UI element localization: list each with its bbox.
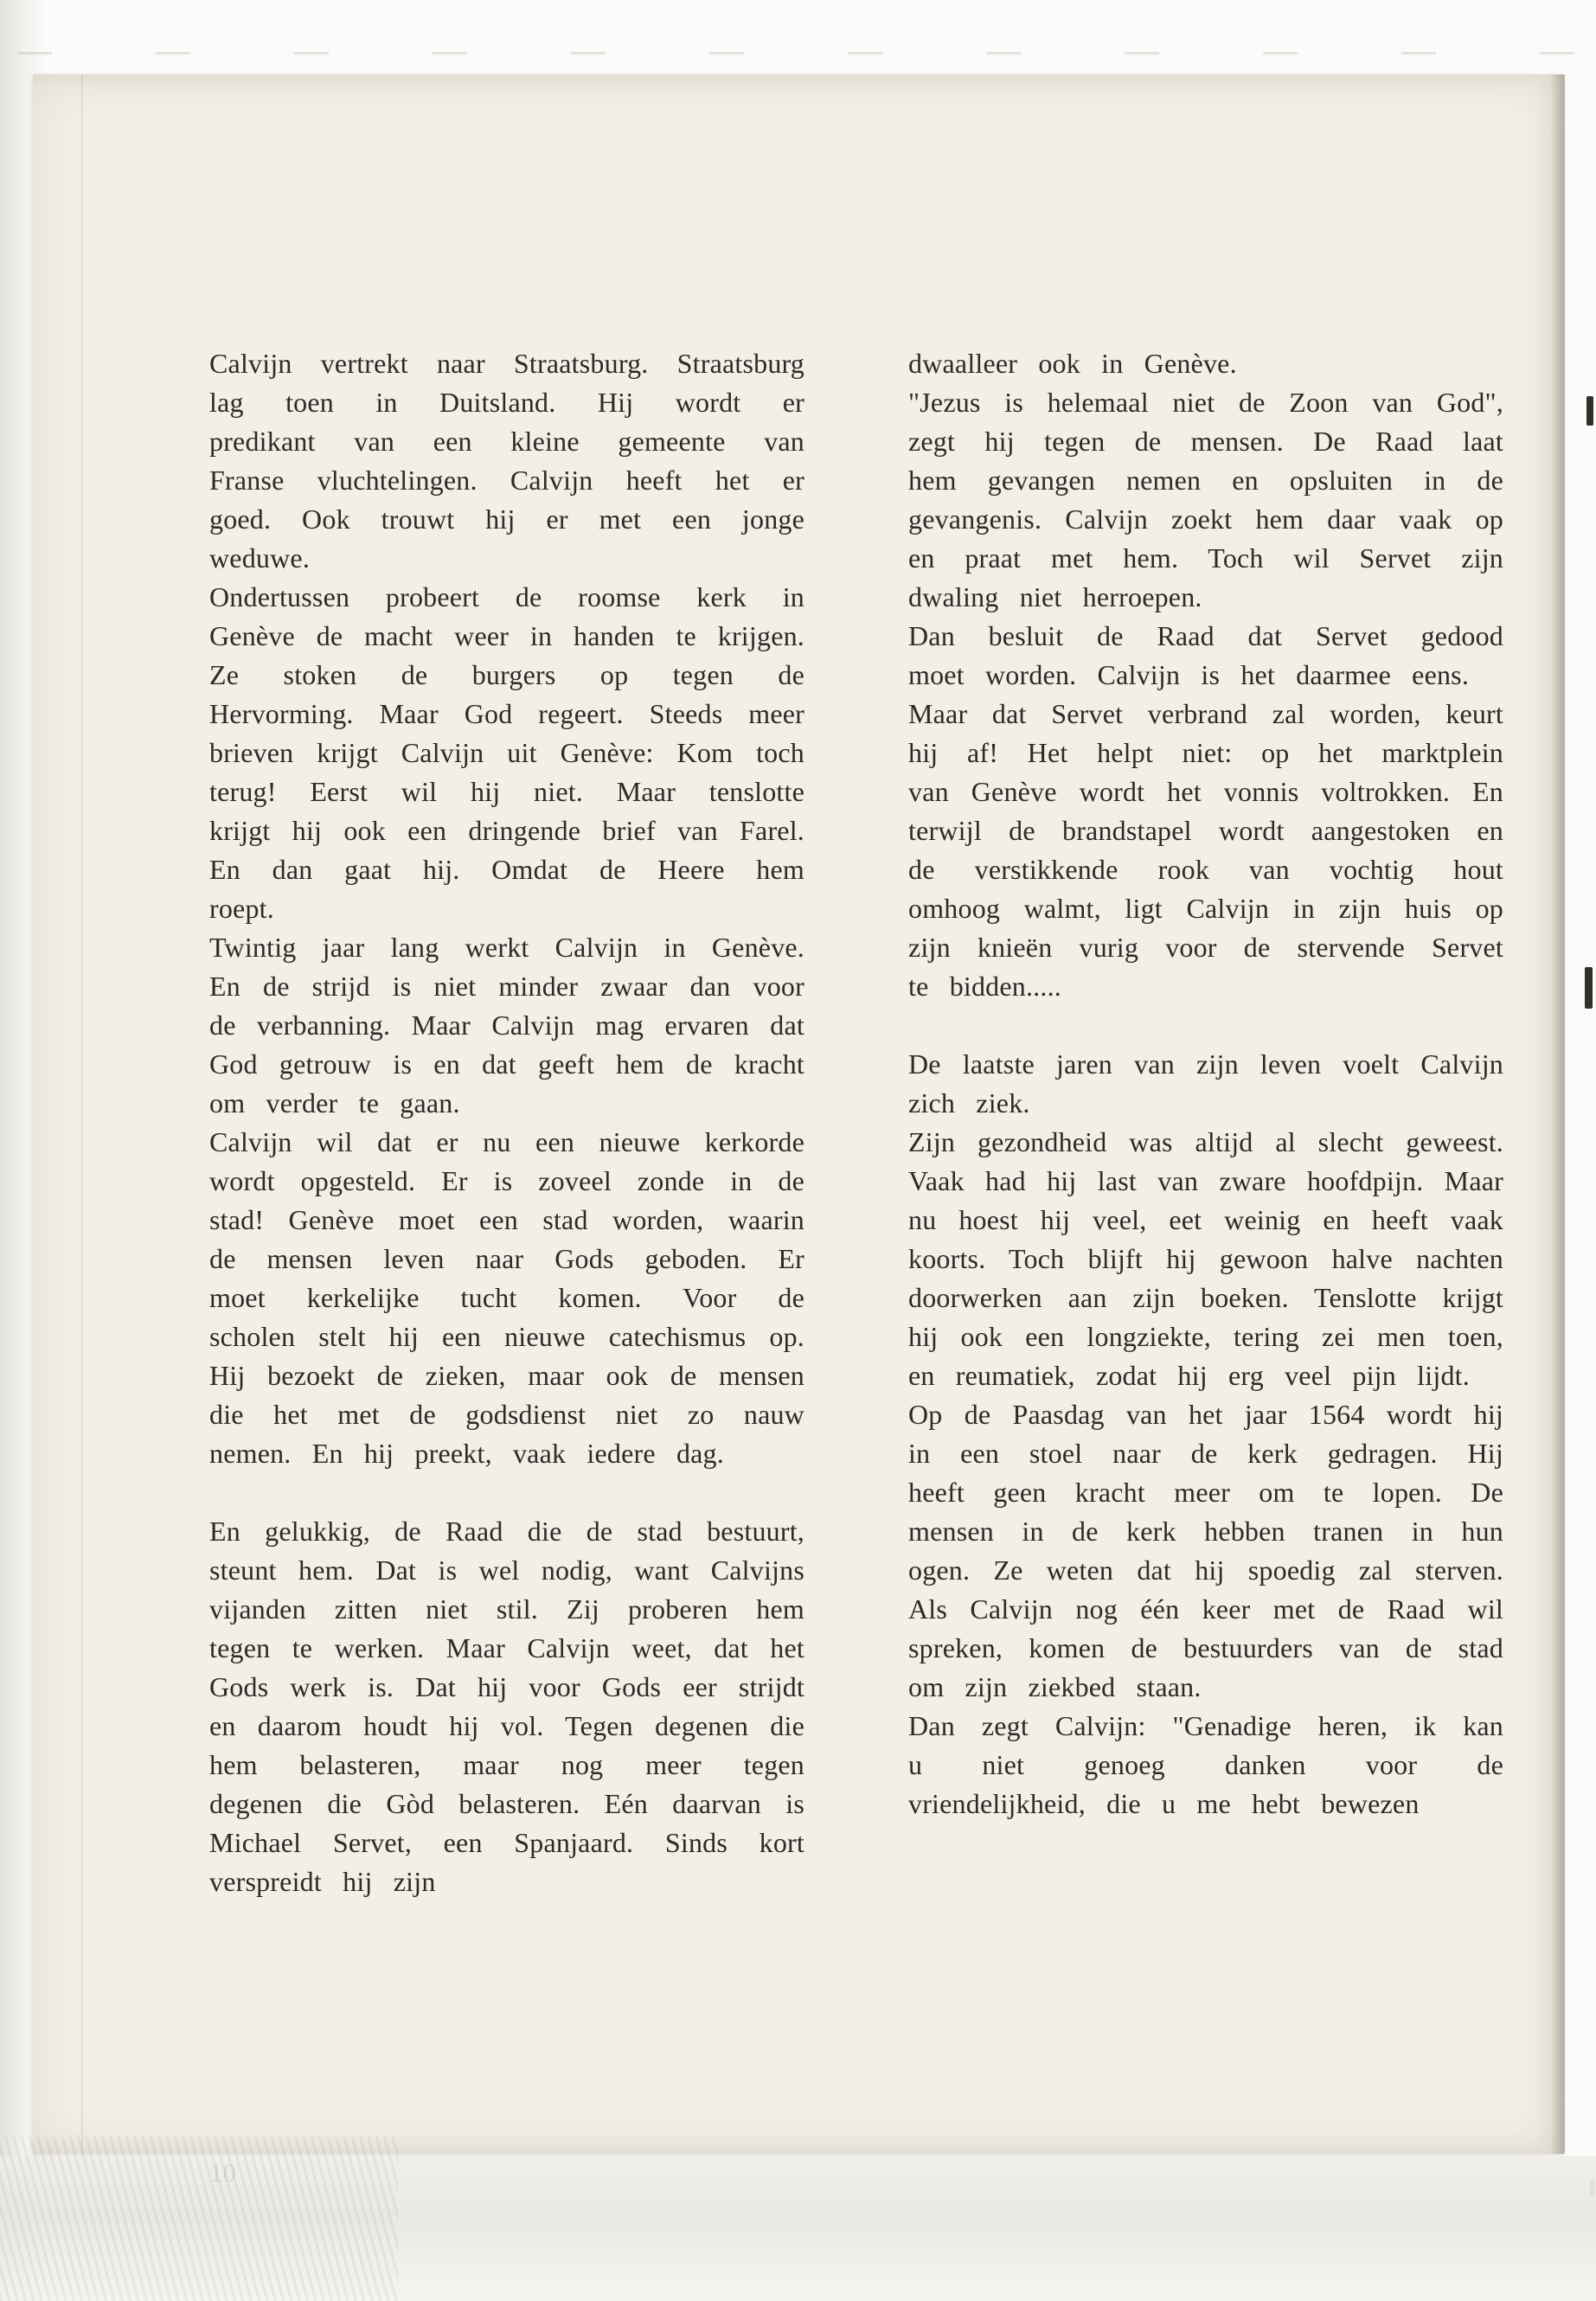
page-crease-line bbox=[81, 74, 83, 2154]
scan-top-edge-artifact bbox=[17, 52, 1574, 54]
text-column-left bbox=[209, 344, 804, 1901]
paragraph-right-2: "Jezus is helemaal niet de Zoon van God", zegt hij tegen de mensen. De Raad laat hem gevangen nemen en opsluiten in de gevangenis. Calvijn zoekt hem daar vaak op en praat met hem. Toch wil Servet zijn dwaling niet herroepen. bbox=[908, 387, 1503, 612]
paragraph-right-8: Dan zegt Calvijn: "Genadige heren, ik kan u niet genoeg danken voor de vriendelijkheid, die u me hebt bewezen bbox=[908, 1710, 1503, 1819]
scan-bottom-texture bbox=[0, 2137, 398, 2301]
book-page bbox=[33, 74, 1562, 2154]
paragraph-right-7: Op de Paasdag van het jaar 1564 wordt hij in een stoel naar de kerk gedragen. Hij heeft geen kracht meer om te lopen. De mensen in de kerk hebben tranen in hun ogen. Ze weten dat hij spoedig zal sterven. Als Calvijn nog één keer met de Raad wil spreken, komen de bestuurders van de stad om zijn ziekbed staan. bbox=[908, 1399, 1503, 1702]
paragraph-left-2: Ondertussen probeert de roomse kerk in Genève de macht weer in handen te krijgen. Ze stoken de burgers op tegen de Hervorming. Maar God regeert. Steeds meer brieven krijgt Calvijn uit Genève: Kom toch terug! Eerst wil hij niet. Maar tenslotte krijgt hij ook een dringende brief van Farel. En dan gaat hij. Omdat de Heere hem roept. bbox=[209, 581, 804, 924]
scan-edge-mark-1 bbox=[1586, 396, 1593, 426]
text-column-right bbox=[908, 344, 1503, 1823]
paragraph-right-3: Dan besluit de Raad dat Servet gedood moet worden. Calvijn is het daarmee eens. bbox=[908, 620, 1503, 690]
scan-edge-mark-2 bbox=[1585, 967, 1593, 1009]
paragraph-right-4: Maar dat Servet verbrand zal worden, keurt hij af! Het helpt niet: op het marktplein van Genève wordt het vonnis voltrokken. En terwijl de brandstapel wordt aangestoken en de verstikkende rook van vochtig hout omhoog walmt, ligt Calvijn in zijn huis op zijn knieën vurig voor de stervende Servet te bidden..... bbox=[908, 698, 1503, 1002]
paragraph-left-5: En gelukkig, de Raad die de stad bestuurt, steunt hem. Dat is wel nodig, want Calvijns vijanden zitten niet stil. Zij proberen hem tegen te werken. Maar Calvijn weet, dat het Gods werk is. Dat hij voor Gods eer strijdt en daarom houdt hij vol. Tegen degenen die hem belasteren, maar nog meer tegen degenen die Gòd belasteren. Eén daarvan is Michael Servet, een Spanjaard. Sinds kort verspreidt hij zijn bbox=[209, 1516, 804, 1897]
paragraph-right-6: Zijn gezondheid was altijd al slecht geweest. Vaak had hij last van zware hoofdpijn. Maar nu hoest hij veel, eet weinig en heeft vaak koorts. Toch blijft hij gewoon halve nachten doorwerken aan zijn boeken. Tenslotte krijgt hij ook een longziekte, tering zei men toen, en reumatiek, zodat hij erg veel pijn lijdt. bbox=[908, 1126, 1503, 1391]
paragraph-left-4: Calvijn wil dat er nu een nieuwe kerkorde wordt opgesteld. Er is zoveel zonde in de stad! Genève moet een stad worden, waarin de mensen leven naar Gods geboden. Er moet kerkelijke tucht komen. Voor de scholen stelt hij een nieuwe catechismus op. Hij bezoekt de zieken, maar ook de mensen die het met de godsdienst niet zo nauw nemen. En hij preekt, vaak iedere dag. bbox=[209, 1126, 804, 1469]
paragraph-right-1: dwaalleer ook in Genève. bbox=[908, 348, 1237, 379]
scan-right-edge-line bbox=[1562, 74, 1565, 2154]
paragraph-right-5: De laatste jaren van zijn leven voelt Calvijn zich ziek. bbox=[908, 1048, 1503, 1118]
paragraph-left-3: Twintig jaar lang werkt Calvijn in Genève. En de strijd is niet minder zwaar dan voor de verbanning. Maar Calvijn mag ervaren dat God getrouw is en dat geeft hem de kracht om verder te gaan. bbox=[209, 932, 804, 1118]
page-edge-shadow bbox=[1550, 74, 1562, 2154]
paragraph-left-1: Calvijn vertrekt naar Straatsburg. Straatsburg lag toen in Duitsland. Hij wordt er predikant van een kleine gemeente van Franse vluchtelingen. Calvijn heeft het er goed. Ook trouwt hij er met een jonge weduwe. bbox=[209, 348, 804, 574]
